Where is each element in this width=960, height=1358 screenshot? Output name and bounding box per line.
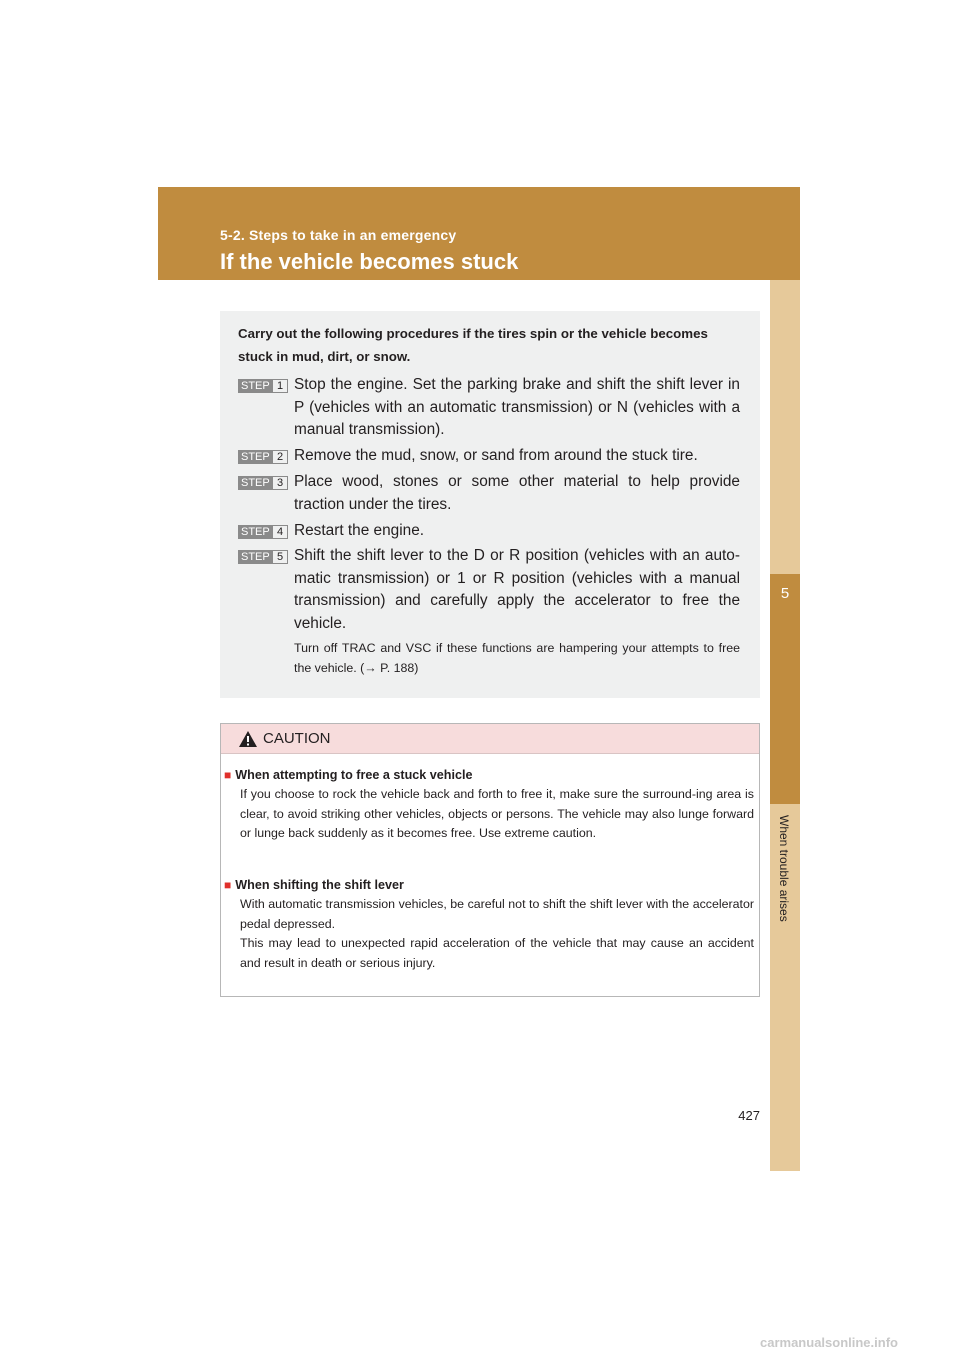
bullet-square-icon: ■: [224, 878, 232, 892]
step-4: [238, 520, 740, 543]
step-badge: STEP 2: [238, 450, 288, 464]
page-number: 427: [738, 1108, 760, 1123]
intro-text: Carry out the following procedures if the tires spin or the vehicle becomes stuck in mud, dirt, or snow.: [238, 326, 708, 364]
caution-box: [220, 723, 760, 997]
caution-item-stuck: [224, 765, 754, 844]
step-badge: STEP 3: [238, 476, 288, 490]
caution-heading: When shifting the shift lever: [235, 878, 404, 892]
step-text: Shift the shift lever to the D or R position (vehicles with an auto-matic transmission) or 1 or R position (vehicles with a manual transmission) and carefully apply the accelerator to free the vehicle.: [294, 547, 740, 632]
step-5: [238, 545, 740, 679]
procedure-panel: [220, 311, 760, 698]
caution-header: [221, 724, 759, 754]
step-badge: STEP 4: [238, 525, 288, 539]
chapter-number: 5: [780, 585, 790, 602]
header-band: [158, 187, 800, 280]
step-1: [238, 374, 740, 442]
caution-body: With automatic transmission vehicles, be careful not to shift the shift lever with the accelerator pedal depressed.: [240, 897, 754, 931]
bullet-square-icon: ■: [224, 768, 232, 782]
page-title: If the vehicle becomes stuck: [220, 249, 519, 274]
step-text: Place wood, stones or some other material to help provide traction under the tires.: [294, 473, 740, 513]
step-text: Stop the engine. Set the parking brake and shift the shift lever in P (vehicles with an automatic transmission) or N (vehicles with a manual transmission).: [294, 376, 740, 439]
caution-heading: When attempting to free a stuck vehicle: [235, 768, 473, 782]
warning-icon: [238, 730, 258, 748]
watermark: carmanualsonline.info: [760, 1335, 898, 1350]
step-badge: STEP 5: [238, 550, 288, 564]
chapter-tab: [770, 574, 800, 804]
caution-body-2: This may lead to unexpected rapid acceleration of the vehicle that may cause an accident and result in death or serious injury.: [240, 936, 754, 970]
step-badge: STEP 1: [238, 379, 288, 393]
step-2: [238, 445, 740, 468]
step-text: Remove the mud, snow, or sand from around the stuck tire.: [294, 447, 698, 464]
chapter-name: When trouble arises: [777, 815, 791, 922]
section-label: 5-2. Steps to take in an emergency: [220, 227, 457, 243]
step-note: Turn off TRAC and VSC if these functions are hampering your attempts to free the vehicle. (→ P. 188): [294, 641, 740, 675]
caution-body: If you choose to rock the vehicle back and forth to free it, make sure the surround-ing area is clear, to avoid striking other vehicles, objects or persons. The vehicle may also lunge forward or lunge back suddenly as it becomes free. Use extreme caution.: [240, 787, 754, 841]
caution-title: CAUTION: [263, 730, 331, 747]
caution-item-shift: [224, 875, 754, 973]
step-3: [238, 471, 740, 516]
step-text: Restart the engine.: [294, 522, 425, 539]
